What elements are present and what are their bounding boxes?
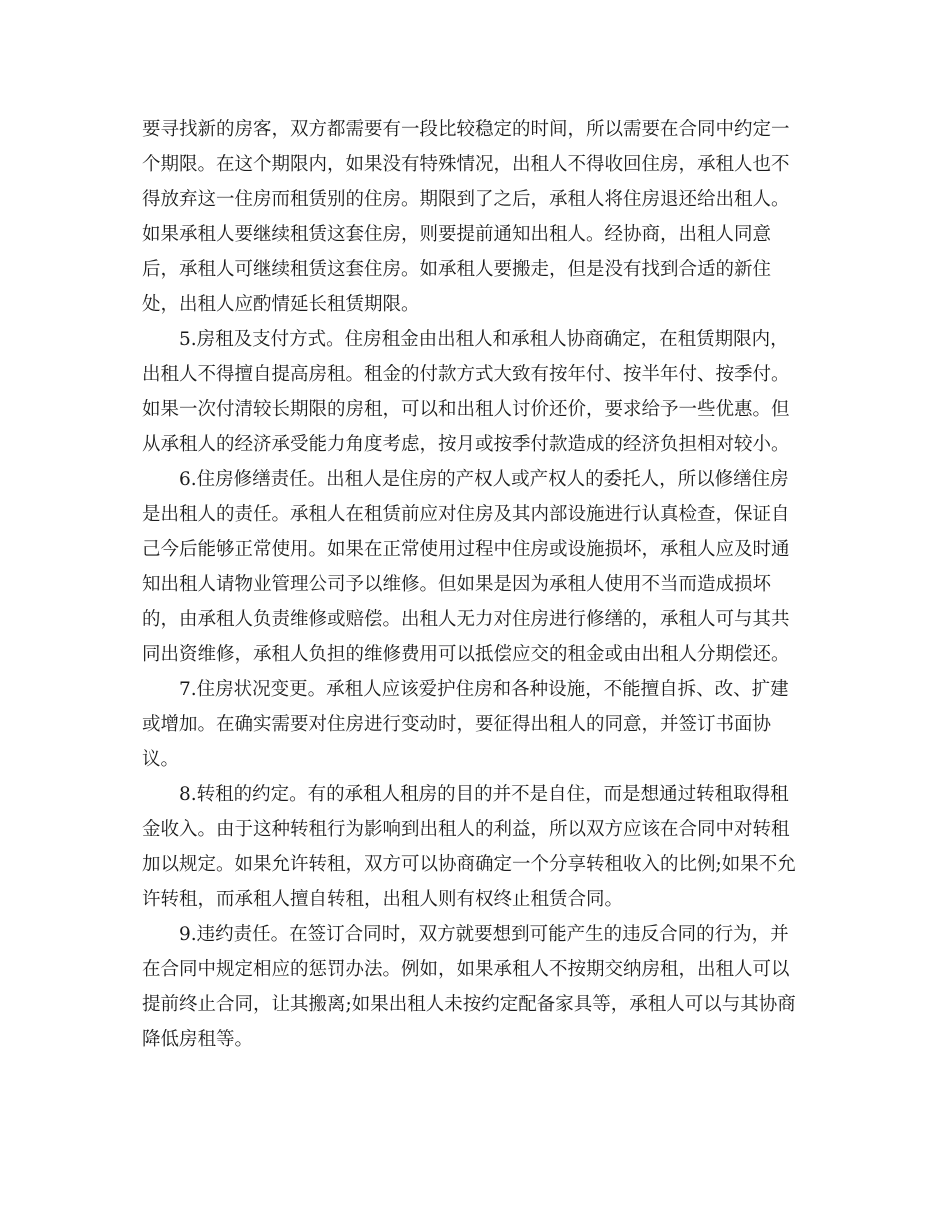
paragraph-sublease — [142, 777, 808, 917]
text-line: 从承租人的经济承受能力角度考虑，按月或按季付款造成的经济负担相对较小。 — [142, 434, 790, 455]
paragraph-repair-responsibility — [142, 462, 808, 672]
paragraph-lease-term — [142, 112, 808, 322]
text-line: 议。 — [142, 749, 180, 770]
paragraph-breach-liability — [142, 917, 808, 1057]
text-line: 如果一次付清较长期限的房租，可以和出租人讨价还价，要求给予一些优惠。但 — [142, 399, 790, 420]
text-line: 出租人不得擅自提高房租。租金的付款方式大致有按年付、按半年付、按季付。 — [142, 364, 790, 385]
text-line: 许转租，而承租人擅自转租，出租人则有权终止租赁合同。 — [142, 889, 624, 910]
text-line: 处，出租人应酌情延长租赁期限。 — [142, 294, 420, 315]
text-line: 己今后能够正常使用。如果在正常使用过程中住房或设施损坏，承租人应及时通 — [142, 539, 790, 560]
text-line: 后，承租人可继续租赁这套住房。如承租人要搬走，但是没有找到合适的新住 — [142, 259, 772, 280]
text-line: 是出租人的责任。承租人在租赁前应对住房及其内部设施进行认真检查，保证自 — [142, 504, 790, 525]
paragraph-rent-payment — [142, 322, 808, 462]
text-line: 金收入。由于这种转租行为影响到出租人的利益，所以双方应该在合同中对转租 — [142, 819, 790, 840]
text-line: 个期限。在这个期限内，如果没有特殊情况，出租人不得收回住房，承租人也不 — [142, 154, 790, 175]
text-line: 加以规定。如果允许转租，双方可以协商确定一个分享转租收入的比例;如果不允 — [142, 854, 796, 875]
text-line: 得放弃这一住房而租赁别的住房。期限到了之后，承租人将住房退还给出租人。 — [142, 189, 790, 210]
text-line: 5.房租及支付方式。住房租金由出租人和承租人协商确定，在租赁期限内， — [142, 329, 789, 350]
text-line: 如果承租人要继续租赁这套住房，则要提前通知出租人。经协商，出租人同意 — [142, 224, 772, 245]
text-line: 9.违约责任。在签订合同时，双方就要想到可能产生的违反合同的行为，并 — [142, 924, 789, 945]
text-line: 要寻找新的房客，双方都需要有一段比较稳定的时间，所以需要在合同中约定一 — [142, 119, 790, 140]
text-line: 6.住房修缮责任。出租人是住房的产权人或产权人的委托人，所以修缮住房 — [142, 469, 789, 490]
text-line: 同出资维修，承租人负担的维修费用可以抵偿应交的租金或由出租人分期偿还。 — [142, 644, 790, 665]
text-line: 或增加。在确实需要对住房进行变动时，要征得出租人的同意，并签订书面协 — [142, 714, 772, 735]
text-line: 在合同中规定相应的惩罚办法。例如，如果承租人不按期交纳房租，出租人可以 — [142, 959, 790, 980]
text-line: 降低房租等。 — [142, 1029, 254, 1050]
text-line: 7.住房状况变更。承租人应该爱护住房和各种设施，不能擅自拆、改、扩建 — [142, 679, 789, 700]
text-line: 8.转租的约定。有的承租人租房的目的并不是自住，而是想通过转租取得租 — [142, 784, 789, 805]
document-body — [142, 112, 808, 1057]
text-line: 提前终止合同，让其搬离;如果出租人未按约定配备家具等，承租人可以与其协商 — [142, 994, 796, 1015]
text-line: 的，由承租人负责维修或赔偿。出租人无力对住房进行修缮的，承租人可与其共 — [142, 609, 790, 630]
text-line: 知出租人请物业管理公司予以维修。但如果是因为承租人使用不当而造成损坏 — [142, 574, 772, 595]
paragraph-housing-changes — [142, 672, 808, 777]
